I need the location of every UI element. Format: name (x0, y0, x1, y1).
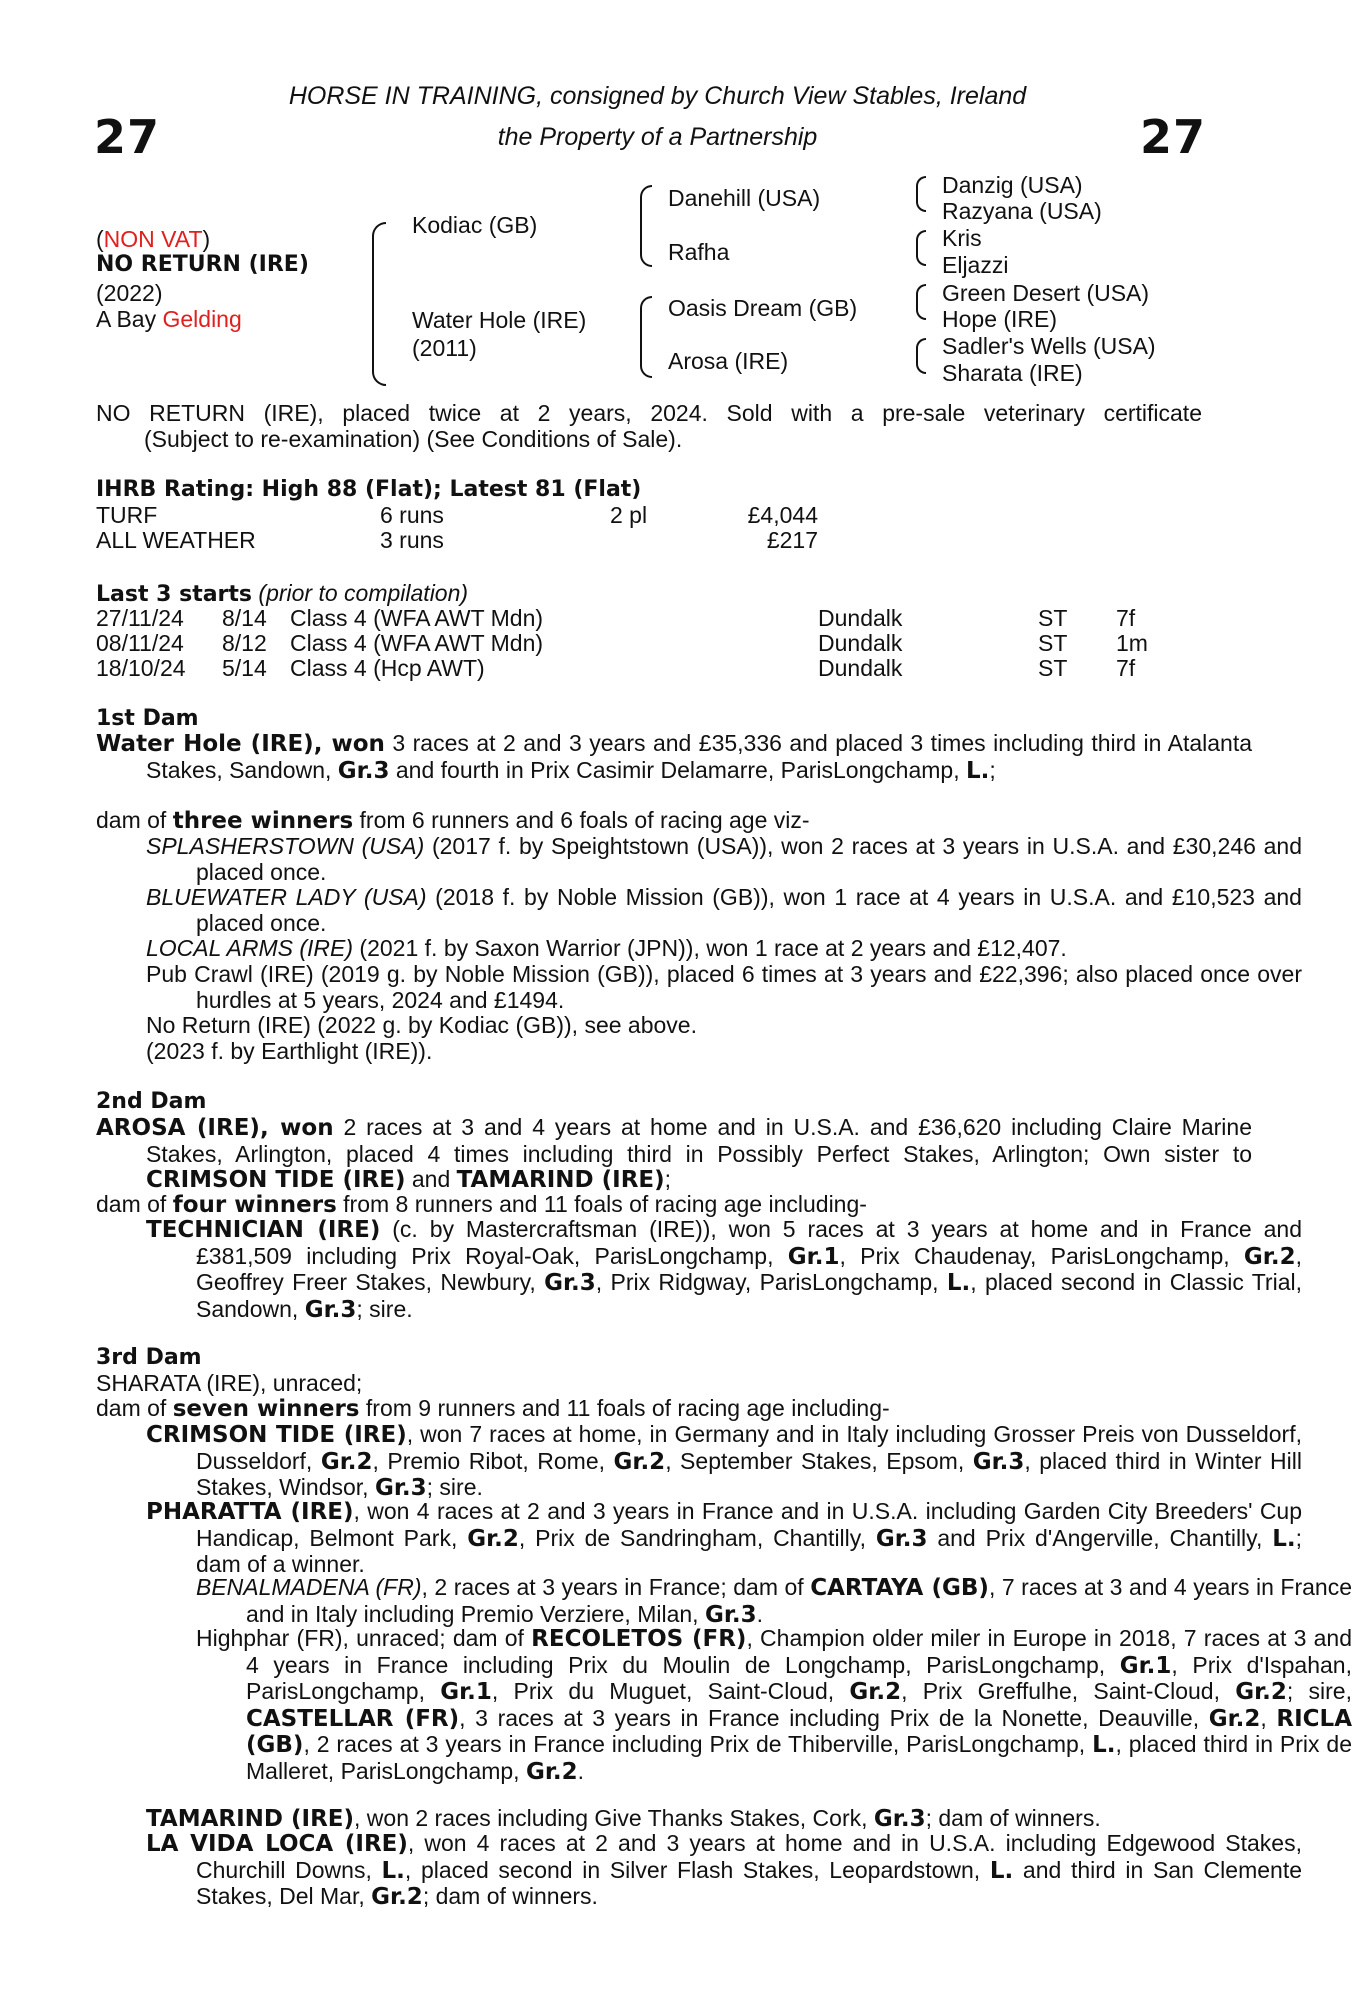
pedigree-bracket-3c (916, 284, 926, 320)
pedigree-bracket-3d (916, 338, 926, 374)
start-2-going: ST (1038, 630, 1068, 656)
rating-aw-surface: ALL WEATHER (96, 527, 256, 553)
dam2-produce-summary: dam of four winners from 8 runners and 11 foals of racing age including- (96, 1191, 867, 1218)
dam3-produce-summary: dam of seven winners from 9 runners and 11 foals of racing age including- (96, 1395, 890, 1422)
foaling-year: (2022) (96, 280, 163, 306)
start-3-going: ST (1038, 655, 1068, 681)
start-2-pos: 8/12 (222, 630, 267, 656)
start-2-date: 08/11/24 (96, 630, 184, 656)
pedigree-sire: Kodiac (GB) (412, 212, 538, 238)
dam3-grand-offspring-1: BENALMADENA (FR), 2 races at 3 years in France; dam of CARTAYA (GB), 7 races at 3 and 4 years in France and in Italy including Premio Verziere, Milan, Gr.3. (196, 1574, 1352, 1628)
pedigree-gg-5: Green Desert (USA) (942, 280, 1150, 306)
start-2-race: Class 4 (WFA AWT Mdn) (290, 630, 544, 656)
pedigree-dam: Water Hole (IRE) (412, 307, 587, 333)
start-3-dist: 7f (1116, 655, 1136, 681)
dam3-offspring-4: LA VIDA LOCA (IRE), won 4 races at 2 and 3 years at home and in U.S.A. including Edgewood Stakes, Churchill Downs, L., placed second in Silver Flash Stakes, Leopardstown, L. and third in San Clemente Stakes, Del Mar, Gr.2; dam of winners. (146, 1830, 1302, 1911)
dam1-offspring-5: No Return (IRE) (2022 g. by Kodiac (GB)), see above. (146, 1012, 697, 1038)
dam1-offspring-1: SPLASHERSTOWN (USA) (2017 f. by Speightstown (USA)), won 2 races at 3 years in U.S.A. and £30,246 and placed once. (146, 833, 1302, 885)
dam1-record: Water Hole (IRE), won 3 races at 2 and 3 years and £35,336 and placed 3 times including third in Atalanta Stakes, Sandown, Gr.3 and fourth in Prix Casimir Delamarre, ParisLongchamp, L.; (96, 730, 1252, 784)
lot-number-left: 27 (94, 110, 161, 164)
summary (96, 400, 1202, 452)
pedigree-gg-4: Eljazzi (942, 252, 1009, 278)
dam1-offspring-6: (2023 f. by Earthlight (IRE)). (146, 1038, 433, 1064)
lot-number-right: 27 (1140, 110, 1207, 164)
dam1-offspring-4: Pub Crawl (IRE) (2019 g. by Noble Mission (GB)), placed 6 times at 3 years and £22,396; also placed once over hurdles at 5 years, 2024 and £1494. (146, 961, 1302, 1013)
dam1-offspring-3: LOCAL ARMS (IRE) (2021 f. by Saxon Warrior (JPN)), won 1 race at 2 years and £12,407. (146, 935, 1067, 961)
pedigree-gg-1: Danzig (USA) (942, 172, 1083, 198)
vat-label: NON VAT (103, 226, 203, 252)
dam3-heading: 3rd Dam (96, 1345, 202, 1370)
pedigree-bracket-3a (916, 176, 926, 212)
start-2-course: Dundalk (818, 630, 903, 656)
dam1-heading: 1st Dam (96, 706, 199, 731)
rating-turf-runs: 6 runs (380, 502, 444, 528)
start-1-going: ST (1038, 605, 1068, 631)
start-3-date: 18/10/24 (96, 655, 186, 681)
pedigree-dam-sire: Oasis Dream (GB) (668, 295, 858, 321)
horse-description: A Bay Gelding (96, 306, 242, 332)
dam1-offspring-2: BLUEWATER LADY (USA) (2018 f. by Noble Mission (GB)), won 1 race at 4 years in U.S.A. and £10,523 and placed once. (146, 884, 1302, 936)
rating-turf-earnings: £4,044 (747, 502, 818, 528)
summary-line-1: NO RETURN (IRE), placed twice at 2 years, 2024. Sold with a pre-sale veterinary certificate (96, 400, 1202, 426)
start-1-pos: 8/14 (222, 605, 267, 631)
pedigree-dam-year: (2011) (412, 335, 477, 361)
start-3-course: Dundalk (818, 655, 903, 681)
dam3-grand-offspring-2: Highphar (FR), unraced; dam of RECOLETOS (FR), Champion older miler in Europe in 2018, 7 races at 3 and 4 years in France including Prix du Moulin de Longchamp, ParisLongchamp, Gr.1, Prix d'Ispahan, ParisLongchamp, Gr.1, Prix du Muguet, Saint-Cloud, Gr.2, Prix Greffulhe, Saint-Cloud, Gr.2; sire, CASTELLAR (FR), 3 races at 3 years in France including Prix de la Nonette, Deauville, Gr.2, RICLA (GB), 2 races at 3 years in France including Prix de Thiberville, ParisLongchamp, L., placed third in Prix de Malleret, ParisLongchamp, Gr.2. (196, 1625, 1352, 1785)
consignor-line: HORSE IN TRAINING, consigned by Church View Stables, Ireland (288, 82, 1027, 110)
pedigree-gg-8: Sharata (IRE) (942, 360, 1083, 386)
pedigree-gg-2: Razyana (USA) (942, 198, 1102, 224)
vat-status: (NON VAT) (96, 226, 211, 252)
pedigree-bracket-1 (372, 222, 386, 386)
start-1-course: Dundalk (818, 605, 903, 631)
pedigree-bracket-2b (640, 296, 652, 378)
dam3-offspring-2: PHARATTA (IRE), won 4 races at 2 and 3 years in France and in U.S.A. including Garden City Breeders' Cup Handicap, Belmont Park, Gr.2, Prix de Sandringham, Chantilly, Gr.3 and Prix d'Angerville, Chantilly, L.; dam of a winner. (146, 1498, 1303, 1578)
pedigree-gg-3: Kris (942, 225, 982, 251)
rating-aw-runs: 3 runs (380, 527, 444, 553)
dam1-produce-summary: dam of three winners from 6 runners and 6 foals of racing age viz- (96, 807, 810, 834)
dam2-offspring-1: TECHNICIAN (IRE) (c. by Mastercraftsman (IRE)), won 5 races at 3 years at home and in France and £381,509 including Prix Royal-Oak, ParisLongchamp, Gr.1, Prix Chaudenay, ParisLongchamp, Gr.2, Geoffrey Freer Stakes, Newbury, Gr.3, Prix Ridgway, ParisLongchamp, L., placed second in Classic Trial, Sandown, Gr.3; sire. (146, 1216, 1302, 1323)
horse-name: NO RETURN (IRE) (96, 252, 309, 277)
property-line: the Property of a Partnership (497, 123, 818, 151)
dam2-heading: 2nd Dam (96, 1089, 207, 1114)
rating-turf-surface: TURF (96, 502, 158, 528)
pedigree-dam-dam: Arosa (IRE) (668, 348, 789, 374)
dam3-offspring-1: CRIMSON TIDE (IRE), won 7 races at home, in Germany and in Italy including Grosser Preis von Dusseldorf, Dusseldorf, Gr.2, Premio Ribot, Rome, Gr.2, September Stakes, Epsom, Gr.3, placed third in Winter Hill Stakes, Windsor, Gr.3; sire. (146, 1421, 1302, 1502)
summary-line-2: (Subject to re-examination) (See Conditions of Sale). (144, 426, 683, 452)
rating-aw-earnings: £217 (766, 527, 818, 553)
dam2-record: AROSA (IRE), won 2 races at 3 and 4 years at home and in U.S.A. and £36,620 including Claire Marine Stakes, Arlington, placed 4 times including third in Possibly Perfect Stakes, Arlington; Own sister to CRIMSON TIDE (IRE) and TAMARIND (IRE); (96, 1114, 1252, 1194)
dam3-record: SHARATA (IRE), unraced; (96, 1370, 363, 1396)
pedigree-sire-sire: Danehill (USA) (668, 185, 821, 211)
start-1-date: 27/11/24 (96, 605, 184, 631)
pedigree-sire-dam: Rafha (668, 239, 730, 265)
pedigree-gg-6: Hope (IRE) (942, 306, 1058, 332)
pedigree-bracket-3b (916, 230, 926, 266)
start-1-race: Class 4 (WFA AWT Mdn) (290, 605, 544, 631)
start-3-pos: 5/14 (222, 655, 267, 681)
start-3-race: Class 4 (Hcp AWT) (290, 655, 485, 681)
dam3-offspring-3: TAMARIND (IRE), won 2 races including Give Thanks Stakes, Cork, Gr.3; dam of winners. (146, 1805, 1101, 1832)
rating-turf-placed: 2 pl (610, 502, 648, 528)
rating-heading: IHRB Rating: High 88 (Flat); Latest 81 (Flat) (96, 477, 642, 502)
starts-heading: Last 3 starts (prior to compilation) (96, 580, 469, 607)
start-2-dist: 1m (1116, 630, 1148, 656)
pedigree-bracket-2a (640, 185, 652, 267)
sex-label: Gelding (162, 306, 242, 332)
start-1-dist: 7f (1116, 605, 1136, 631)
pedigree-gg-7: Sadler's Wells (USA) (942, 333, 1156, 359)
